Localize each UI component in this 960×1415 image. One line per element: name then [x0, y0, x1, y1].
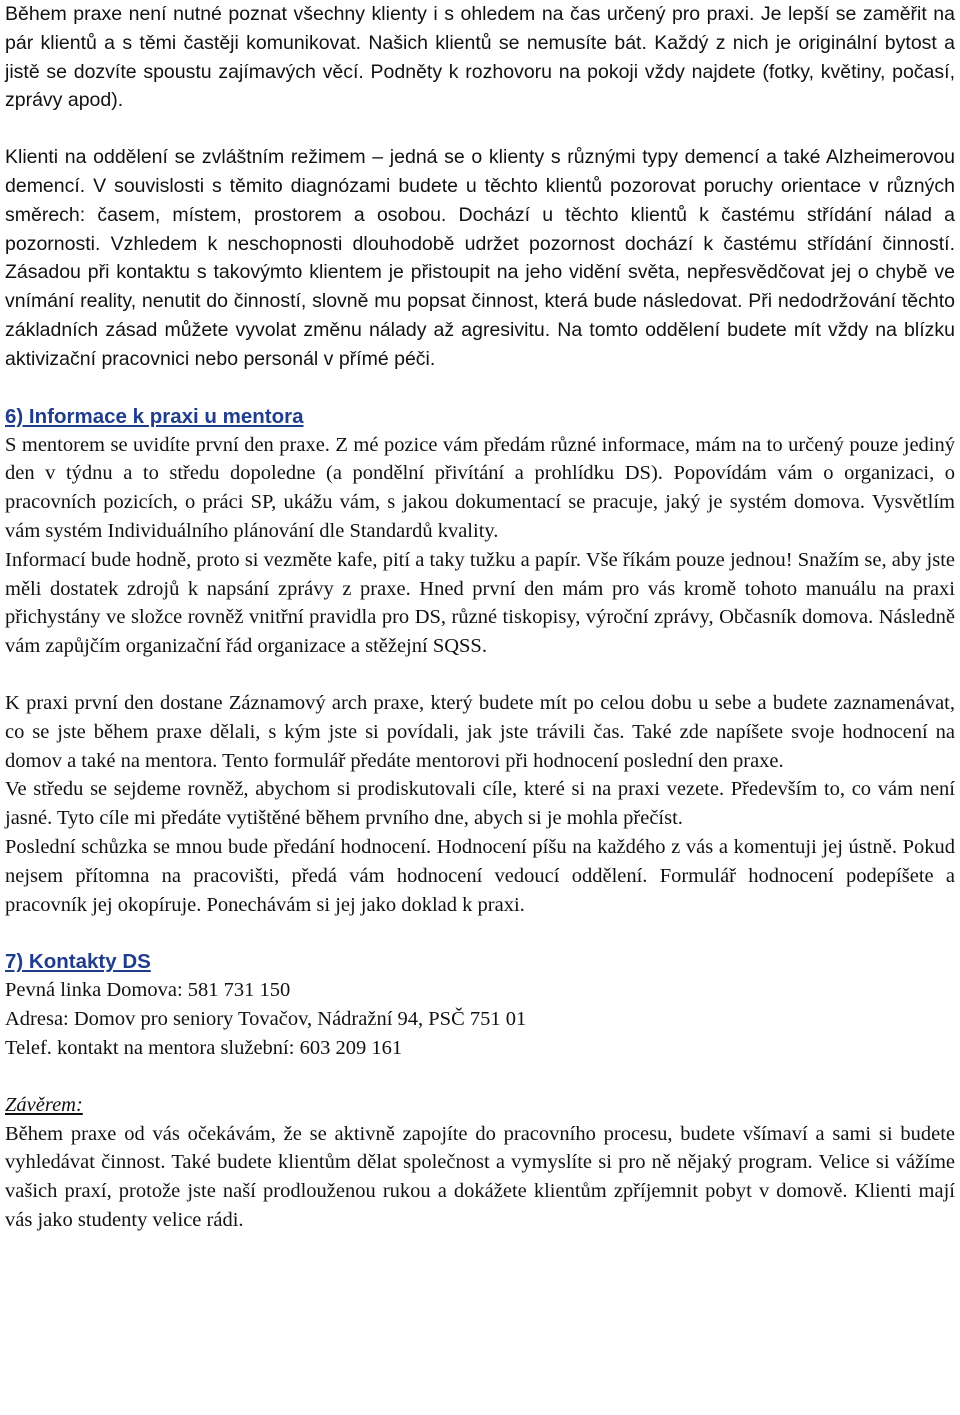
section-6-paragraph-1: S mentorem se uvidíte první den praxe. Z mé pozice vám předám různé informace, mám na to určený pouze jediný den v týdnu a to středu dopoledne (a pondělní přivítání a prohlídku DS). Popovídám vám o organizaci, o pracovních pozicích, o práci SP, ukážu vám, s jakou dokumentací se pracuje, jaký je systém domova. Vysvětlím vám systém Individuálního plánování dle Standardů kvality. [5, 433, 955, 542]
contact-phone: Pevná linka Domova: 581 731 150 [5, 979, 291, 1002]
section-6-paragraph-3: K praxi první den dostane Záznamový arch praxe, který budete mít po celou dobu u sebe a budete zaznamenávat, co se jste během praxe dělali, s kým jste si povídali, jak jste trávili čas. Také zde napíšete svoje hodnocení na domov a také na mentora. Tento formulář předáte mentorovi při hodnocení poslední den praxe. [5, 691, 955, 772]
closing-paragraph: Během praxe od vás očekávám, že se aktivně zapojíte do pracovního procesu, budete všímaví a sami si budete vyhledávat činnost. Také budete klientům dělat společnost a vymyslíte si pro ně nějaký program. Velice si vážíme vašich praxí, protože jste naší prodlouženou rukou a dokážete klientům zpříjemnit pobyt v domově. Klienti mají vás jako studenty velice rádi. [5, 1122, 955, 1231]
section-6-heading: 6) Informace k praxi u mentora [5, 404, 304, 428]
closing-heading: Závěrem: [5, 1093, 83, 1116]
intro-paragraph: Během praxe není nutné poznat všechny klienty i s ohledem na čas určený pro praxi. Je lepší se zaměřit na pár klientů a s těmi častěji komunikovat. Našich klientů se nemusíte bát. Každý z nich je originální bytost a jistě se dozvíte spoustu zajímavých věcí. Podněty k rozhovoru na pokoji vždy najdete (fotky, květiny, počasí, zprávy apod). [5, 3, 955, 112]
section-6-paragraph-5: Poslední schůzka se mnou bude předání hodnocení. Hodnocení píšu na každého z vás a komentuji jej ústně. Pokud nejsem přítomna na pracovišti, předá vám hodnocení vedoucí oddělení. Formulář hodnocení podepíšete a pracovník jej okopíruje. Ponechávám si jej jako doklad k praxi. [5, 835, 955, 916]
contact-mentor-phone: Telef. kontakt na mentora služební: 603 209 161 [5, 1036, 403, 1059]
section-6-paragraph-4: Ve středu se sejdeme rovněž, abychom si prodiskutovali cíle, které si na praxi vezete. Především to, co vám není jasné. Tyto cíle mi předáte vytištěné během prvního dne, abych si je mohla přečíst. [5, 778, 955, 830]
contact-address: Adresa: Domov pro seniory Tovačov, Nádražní 94, PSČ 751 01 [5, 1008, 527, 1031]
section-7-heading: 7) Kontakty DS [5, 950, 151, 974]
section-6-paragraph-2: Informací bude hodně, proto si vezměte kafe, pití a taky tužku a papír. Vše říkám pouze jednou! Snažím se, aby jste měli dostatek zdrojů k napsání zprávy z praxe. Hned první den mám pro vás kromě tohoto manuálu na praxi přichystány ve složce rovněž vnitřní pravidla pro DS, různé tiskopisy, výroční zprávy, Občasník domova. Následně vám zapůjčím organizační řád organizace a stěžejní SQSS. [5, 548, 955, 658]
document-page [5, 0, 955, 1235]
dementia-paragraph: Klienti na oddělení se zvláštním režimem – jedná se o klienty s různými typy demencí a také Alzheimerovou demencí. V souvislosti s těmito diagnózami budete u těchto klientů pozorovat poruchy orientace v různých směrech: časem, místem, prostorem a osobou. Dochází u těchto klientů k častému střídání nálad a pozornosti. Vzhledem k neschopnosti dlouhodobě udržet pozornost dochází k častému střídání činností. Zásadou při kontaktu s takovýmto klientem je přistoupit na jeho vidění světa, nepřesvědčovat jej o chybě ve vnímání reality, nenutit do činností, slovně mu popsat činnost, která bude následovat. Při nedodržování těchto základních zásad můžete vyvolat změnu nálady až agresivitu. Na tomto oddělení budete mít vždy na blízku aktivizační pracovnici nebo personál v přímé péči. [5, 146, 955, 370]
